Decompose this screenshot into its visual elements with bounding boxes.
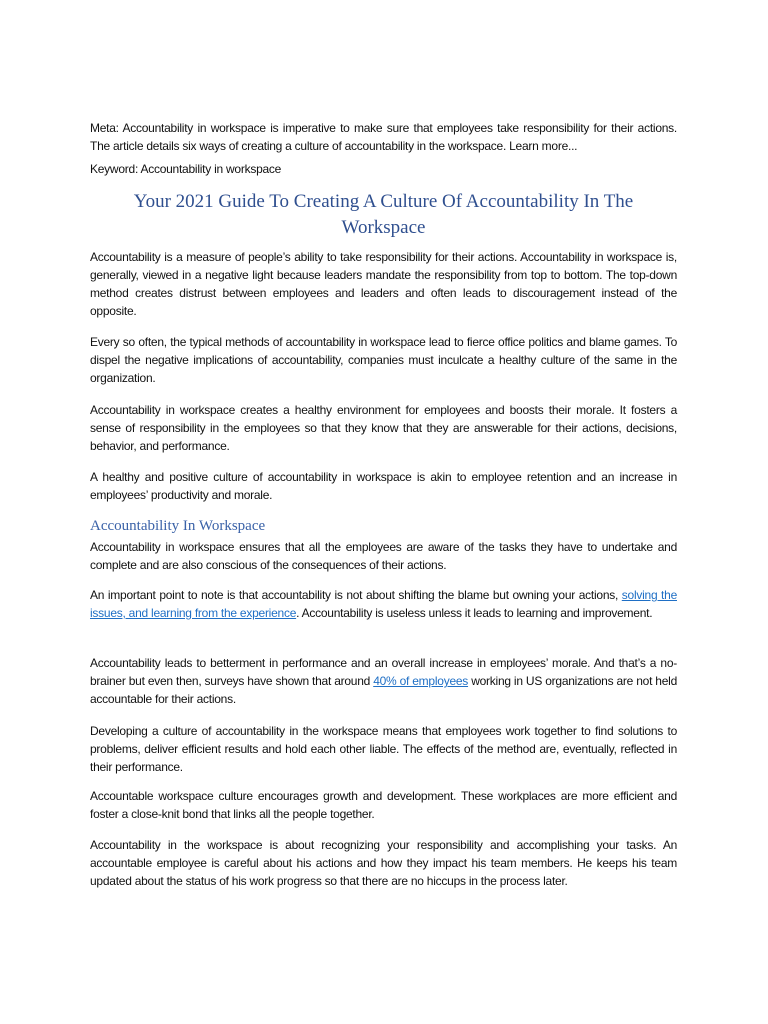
section-paragraph-5: Accountable workspace culture encourages growth and development. These workplaces are more efficient and foster a close-knit bond that links all the people together. bbox=[90, 789, 677, 821]
employees-statistic-link[interactable]: 40% of employees bbox=[373, 674, 469, 688]
intro-paragraph-2: Every so often, the typical methods of accountability in workspace lead to fierce office politics and blame games. To dispel the negative implications of accountability, companies must inculcate a healthy culture of the same in the organization. bbox=[90, 335, 677, 385]
text: working in US organizations are not held accountable for their actions. bbox=[90, 674, 677, 706]
experience-link[interactable]: solving the issues, and learning from the experience bbox=[90, 588, 677, 620]
text: . Accountability is useless unless it leads to learning and improvement. bbox=[296, 606, 653, 620]
intro-paragraph-1: Accountability is a measure of people’s ability to take responsibility for their actions. Accountability in workspace is, generally, viewed in a negative light because leaders mandate the responsibility from top to bottom. The top-down method creates distrust between employees and leaders and often leads to discouragement instead of the opposite. bbox=[90, 250, 677, 318]
intro-paragraph-3: Accountability in workspace creates a healthy environment for employees and boosts their morale. It fosters a sense of responsibility in the employees so that they know that they are answerable for their actions, decisions, behavior, and performance. bbox=[90, 403, 677, 453]
keyword-line: Keyword: Accountability in workspace bbox=[90, 162, 282, 176]
text: Accountability leads to betterment in performance and an overall increase in employees’ morale. And that’s a no-brainer but even then, surveys have shown that around bbox=[90, 656, 677, 688]
meta-description: Meta: Accountability in workspace is imperative to make sure that employees take responsibility for their actions. The article details six ways of creating a culture of accountability in the workspace. Learn more... bbox=[90, 121, 677, 153]
section-paragraph-3 bbox=[90, 654, 677, 708]
text: An important point to note is that accountability is not about shifting the blame but owning your actions, bbox=[90, 588, 622, 602]
section-heading: Accountability In Workspace bbox=[90, 518, 266, 534]
page-title: Your 2021 Guide To Creating A Culture Of Accountability In The Workspace bbox=[133, 191, 634, 238]
section-paragraph-1: Accountability in workspace ensures that all the employees are aware of the tasks they have to undertake and complete and are also conscious of the consequences of their actions. bbox=[90, 540, 677, 572]
intro-paragraph-4: A healthy and positive culture of accountability in workspace is akin to employee retention and an increase in employees’ productivity and morale. bbox=[90, 470, 677, 502]
section-paragraph-6: Accountability in the workspace is about recognizing your responsibility and accomplishing your tasks. An accountable employee is careful about his actions and how they impact his team members. He keeps his team updated about the status of his work progress so that there are no hiccups in the process later. bbox=[90, 838, 677, 888]
section-paragraph-4: Developing a culture of accountability in the workspace means that employees work together to find solutions to problems, deliver efficient results and hold each other liable. The effects of the method are, eventually, reflected in their performance. bbox=[90, 724, 677, 774]
section-paragraph-2 bbox=[90, 586, 677, 622]
